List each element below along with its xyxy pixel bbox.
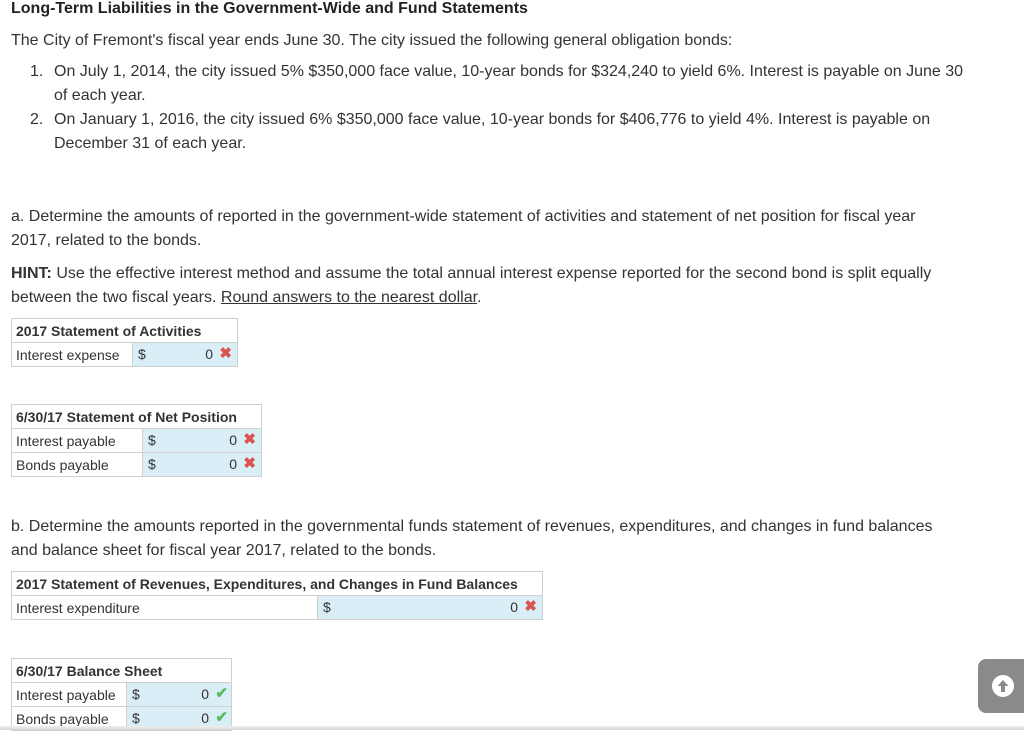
list-number: 1. [30, 63, 44, 80]
input-value: 0 [201, 686, 209, 702]
currency-symbol: $ [148, 432, 156, 448]
row-label: Interest expenditure [12, 596, 318, 620]
table-header: 6/30/17 Balance Sheet [12, 659, 232, 683]
x-mark-icon: ✖ [524, 598, 537, 615]
part-a-question [11, 205, 915, 253]
hint-line: between the two fiscal years. [11, 289, 221, 306]
hint-label: HINT: [11, 265, 52, 282]
table-row [12, 683, 232, 707]
interest-payable-input[interactable] [143, 429, 262, 453]
table-row [12, 429, 262, 453]
bond-list [11, 60, 1011, 156]
x-mark-icon: ✖ [243, 455, 256, 472]
intro-text: The City of Fremont's fiscal year ends June 30. The city issued the following general obligation bonds: [11, 32, 733, 49]
list-number: 2. [30, 111, 44, 128]
part-a-line: a. Determine the amounts of reported in the government-wide statement of activities and statement of net position for fiscal year [11, 208, 916, 225]
input-value: 0 [205, 346, 213, 362]
list-item-text: of each year. [54, 87, 146, 104]
statement-of-net-position-table [11, 404, 262, 477]
balance-interest-payable-input[interactable] [127, 683, 232, 707]
bottom-edge [0, 726, 1024, 730]
part-b-line: and balance sheet for fiscal year 2017, related to the bonds. [11, 542, 437, 559]
table-row [12, 596, 543, 620]
currency-symbol: $ [132, 686, 140, 702]
input-value: 0 [201, 710, 209, 726]
currency-symbol: $ [323, 599, 331, 615]
list-item-text: December 31 of each year. [54, 135, 247, 152]
hint-text [11, 262, 931, 310]
hint-line: Use the effective interest method and assume the total annual interest expense reported for the second bond is split equally [51, 265, 932, 282]
input-value: 0 [510, 599, 518, 615]
input-value: 0 [229, 432, 237, 448]
row-label: Bonds payable [12, 453, 143, 477]
part-b-line: b. Determine the amounts reported in the governmental funds statement of revenues, expenditures, and changes in fund balances [11, 518, 933, 535]
row-label: Interest payable [12, 683, 127, 707]
row-label: Interest expense [12, 343, 133, 367]
table-row [12, 453, 262, 477]
part-a-line: 2017, related to the bonds. [11, 232, 202, 249]
row-label: Bonds payable [12, 707, 127, 731]
check-mark-icon: ✔ [215, 685, 228, 702]
statement-of-activities-table [11, 318, 238, 367]
row-label: Interest payable [12, 429, 143, 453]
x-mark-icon: ✖ [219, 345, 232, 362]
scroll-to-top-button[interactable] [978, 659, 1024, 713]
interest-expenditure-input[interactable] [318, 596, 543, 620]
table-header: 6/30/17 Statement of Net Position [12, 405, 262, 429]
input-value: 0 [229, 456, 237, 472]
bonds-payable-input[interactable] [143, 453, 262, 477]
currency-symbol: $ [132, 710, 140, 726]
hint-period: . [477, 289, 482, 306]
list-item-text: On July 1, 2014, the city issued 5% $350,000 face value, 10-year bonds for $324,240 to yield 6%. Interest is payable on June 30 [54, 63, 964, 80]
check-mark-icon: ✔ [215, 709, 228, 726]
balance-sheet-table [11, 658, 232, 731]
table-row [12, 343, 238, 367]
x-mark-icon: ✖ [243, 431, 256, 448]
table-header: 2017 Statement of Revenues, Expenditures, and Changes in Fund Balances [12, 572, 543, 596]
list-item [11, 108, 1011, 156]
list-item [11, 60, 1011, 108]
table-header: 2017 Statement of Activities [12, 319, 238, 343]
currency-symbol: $ [148, 456, 156, 472]
page-title: Long-Term Liabilities in the Government-Wide and Fund Statements [11, 0, 528, 17]
interest-expense-input[interactable] [133, 343, 238, 367]
arrow-up-circle-icon [991, 674, 1015, 698]
list-item-text: On January 1, 2016, the city issued 6% $350,000 face value, 10-year bonds for $406,776 to yield 4%. Interest is payable on [54, 111, 931, 128]
part-b-question [11, 515, 1016, 563]
rounding-instruction: Round answers to the nearest dollar [220, 289, 478, 306]
statement-of-revenues-table [11, 571, 543, 620]
currency-symbol: $ [138, 346, 146, 362]
